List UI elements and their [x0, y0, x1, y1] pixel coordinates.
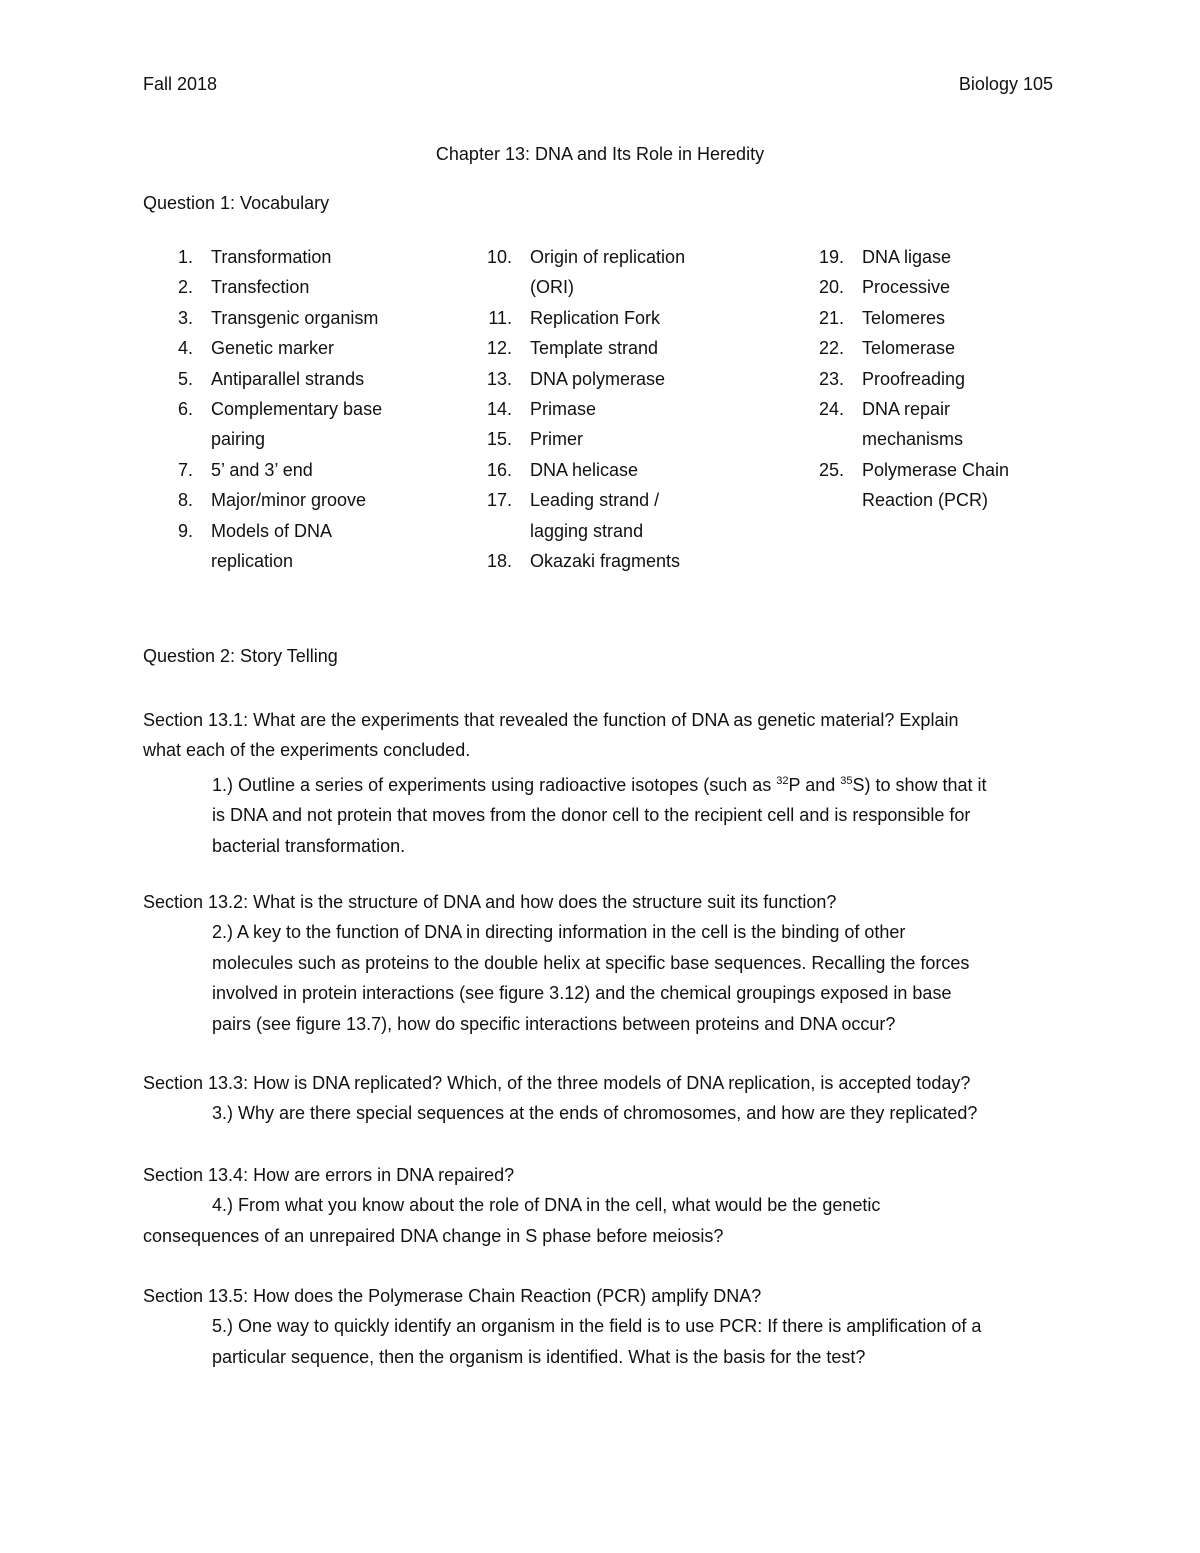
vocab-item — [143, 272, 382, 302]
question-1-heading: Question 1: Vocabulary — [143, 193, 330, 213]
vocab-term-line: (ORI) — [530, 277, 574, 298]
vocab-term-line: Models of DNA — [211, 520, 333, 541]
header-course: Biology 105 — [958, 74, 1053, 94]
vocab-item-term — [862, 455, 1009, 516]
vocab-item-number: 5. — [177, 368, 193, 389]
vocab-item-number: 25. — [818, 459, 844, 480]
vocab-item-term — [211, 242, 382, 272]
vocab-item-number: 7. — [177, 459, 193, 480]
question-3-line-1: 3.) Why are there special sequences at the ends of chromosomes, and how are they replicated? — [212, 1103, 978, 1124]
vocab-item-number: 14. — [486, 399, 512, 420]
vocab-item-number: 1. — [177, 247, 193, 267]
vocab-item — [462, 333, 685, 363]
vocab-term-line: Primase — [530, 399, 597, 420]
vocab-item-number: 18. — [486, 551, 512, 572]
vocab-item-number: 13. — [486, 368, 512, 389]
question-5-text — [143, 1311, 1063, 1372]
question-2-line-4: pairs (see figure 13.7), how do specific interactions between proteins and DNA occur? — [212, 1013, 896, 1034]
vocab-item-term — [530, 364, 685, 394]
vocab-item — [143, 333, 382, 363]
vocab-item-term — [862, 242, 1009, 272]
section-13-1-prompt-line-1: Section 13.1: What are the experiments that revealed the function of DNA as genetic material? Explain — [143, 710, 959, 730]
section-13-3-prompt: Section 13.3: How is DNA replicated? Which, of the three models of DNA replication, is accepted today? — [143, 1073, 971, 1093]
section-13-2 — [143, 887, 1063, 1039]
section-13-3 — [143, 1068, 1063, 1129]
vocab-item-term — [530, 394, 685, 424]
vocab-term-line: DNA repair — [862, 399, 951, 420]
vocab-item — [794, 272, 1009, 302]
vocab-item-term — [862, 364, 1009, 394]
question-1-line-3: bacterial transformation. — [212, 835, 406, 856]
question-2-line-3: involved in protein interactions (see figure 3.12) and the chemical groupings exposed in base — [212, 983, 952, 1004]
vocab-item-term — [862, 303, 1009, 333]
vocab-item-term — [530, 485, 685, 546]
vocab-term-line: Template strand — [530, 338, 659, 359]
question-4-line-2: consequences of an unrepaired DNA change in S phase before meiosis? — [143, 1225, 724, 1246]
vocab-term-line: 5’ and 3’ end — [211, 459, 313, 480]
vocab-term-line: Reaction (PCR) — [862, 490, 989, 511]
vocab-item — [462, 394, 685, 424]
vocab-item-term — [211, 272, 382, 302]
vocab-item-number: 6. — [177, 399, 193, 420]
vocab-item — [794, 303, 1009, 333]
question-5-line-1: 5.) One way to quickly identify an organism in the field is to use PCR: If there is amplification of a — [212, 1316, 982, 1337]
vocab-term-line: Leading strand / — [530, 490, 660, 511]
vocab-item — [143, 394, 382, 455]
vocab-term-line: Transgenic organism — [211, 307, 379, 328]
vocab-item-number: 12. — [486, 338, 512, 359]
vocab-item-number: 9. — [177, 520, 193, 541]
vocab-item — [143, 242, 382, 272]
vocab-term-line: Polymerase Chain — [862, 459, 1010, 480]
vocab-term-line: Okazaki fragments — [530, 551, 681, 572]
vocab-column-1 — [143, 242, 382, 576]
question-2-line-2: molecules such as proteins to the double helix at specific base sequences. Recalling the forces — [212, 952, 970, 973]
question-5-line-2: particular sequence, then the organism is identified. What is the basis for the test? — [212, 1346, 866, 1367]
question-2-line-1: 2.) A key to the function of DNA in directing information in the cell is the binding of other — [212, 922, 906, 943]
vocab-term-line: Processive — [862, 277, 951, 298]
vocab-column-2 — [462, 242, 685, 576]
vocab-item-number: 17. — [486, 490, 512, 511]
vocab-item-term — [211, 394, 382, 455]
vocab-term-line: lagging strand — [530, 520, 644, 541]
vocab-item-term — [862, 333, 1009, 363]
vocab-item — [794, 333, 1009, 363]
vocab-term-line: DNA helicase — [530, 459, 639, 480]
vocab-item — [794, 394, 1009, 455]
vocab-item-term — [862, 394, 1009, 455]
vocab-item-number: 4. — [177, 338, 193, 359]
vocab-item — [462, 364, 685, 394]
vocab-term-line: Replication Fork — [530, 307, 661, 328]
vocab-item — [462, 546, 685, 576]
vocab-item-number: 19. — [818, 247, 844, 267]
vocab-item-number: 10. — [486, 247, 512, 267]
vocab-item — [794, 455, 1009, 516]
vocab-item-term — [530, 242, 685, 303]
question-4-line-1: 4.) From what you know about the role of DNA in the cell, what would be the genetic — [212, 1195, 881, 1216]
question-4-text — [143, 1190, 1063, 1220]
vocab-item — [794, 242, 1009, 272]
vocab-item-number: 8. — [177, 490, 193, 511]
vocab-item-term — [211, 516, 382, 577]
question-1-line-2: is DNA and not protein that moves from the donor cell to the recipient cell and is responsible for — [212, 805, 971, 826]
vocab-item-term — [211, 333, 382, 363]
vocab-item-term — [862, 272, 1009, 302]
vocab-item-number: 21. — [818, 307, 844, 328]
vocab-column-3 — [794, 242, 1009, 516]
vocab-term-line: Transformation — [211, 247, 332, 267]
vocab-term-line: Major/minor groove — [211, 490, 367, 511]
vocab-term-line: Complementary base — [211, 399, 383, 420]
question-3-text — [143, 1098, 1063, 1128]
vocab-item — [462, 424, 685, 454]
vocab-item-number: 23. — [818, 368, 844, 389]
vocab-item — [462, 303, 685, 333]
header-semester: Fall 2018 — [143, 74, 218, 94]
vocab-item — [462, 242, 685, 303]
vocab-item — [462, 455, 685, 485]
vocab-term-line: Telomeres — [862, 307, 946, 328]
vocab-item-term — [530, 455, 685, 485]
question-1-line-1: 1.) Outline a series of experiments using radioactive isotopes (such as $^{32}$P and $^{35}$S) to show that it — [212, 774, 987, 795]
vocab-item-number: 15. — [486, 429, 512, 450]
vocab-term-line: Transfection — [211, 277, 310, 298]
vocab-item-term — [211, 303, 382, 333]
vocab-term-line: Telomerase — [862, 338, 956, 359]
section-13-2-prompt: Section 13.2: What is the structure of DNA and how does the structure suit its function? — [143, 892, 837, 912]
vocab-item — [462, 485, 685, 546]
vocab-item — [143, 303, 382, 333]
page-title: Chapter 13: DNA and Its Role in Heredity — [435, 144, 765, 164]
section-13-5 — [143, 1281, 1063, 1372]
vocab-item-term — [530, 333, 685, 363]
vocab-item — [143, 485, 382, 515]
section-13-5-prompt: Section 13.5: How does the Polymerase Chain Reaction (PCR) amplify DNA? — [143, 1286, 762, 1306]
vocab-item-term — [530, 303, 685, 333]
section-13-4 — [143, 1160, 1063, 1251]
vocab-item-number: 22. — [818, 338, 844, 359]
vocab-term-line: Proofreading — [862, 368, 966, 389]
vocab-item-term — [530, 546, 685, 576]
vocab-item-term — [211, 485, 382, 515]
vocab-term-line: DNA polymerase — [530, 368, 666, 389]
vocab-term-line: Antiparallel strands — [211, 368, 365, 389]
vocab-item-term — [211, 455, 382, 485]
vocab-item-number: 3. — [177, 307, 193, 328]
vocab-item-term — [211, 364, 382, 394]
vocab-term-line: Primer — [530, 429, 583, 450]
vocab-item — [794, 364, 1009, 394]
vocab-term-line: Genetic marker — [211, 338, 335, 359]
vocab-item-term — [530, 424, 685, 454]
vocab-item — [143, 455, 382, 485]
vocab-item-number: 16. — [486, 459, 512, 480]
vocab-term-line: mechanisms — [862, 429, 964, 450]
vocab-term-line: DNA ligase — [862, 247, 952, 267]
vocab-item — [143, 364, 382, 394]
vocab-term-line: replication — [211, 551, 294, 572]
vocab-item-number: 24. — [818, 399, 844, 420]
vocab-term-line: pairing — [211, 429, 266, 450]
question-2-heading: Question 2: Story Telling — [143, 646, 338, 666]
vocab-item-number: 11. — [488, 307, 512, 328]
question-2-text — [143, 917, 1063, 1039]
section-13-1-prompt-line-2: what each of the experiments concluded. — [143, 740, 471, 761]
section-13-4-prompt: Section 13.4: How are errors in DNA repaired? — [143, 1165, 515, 1185]
question-1-text — [143, 766, 1063, 861]
section-13-1 — [143, 705, 1063, 861]
vocab-term-line: Origin of replication — [530, 247, 686, 267]
vocab-item-number: 2. — [177, 277, 193, 298]
vocab-item-number: 20. — [818, 277, 844, 298]
vocab-item — [143, 516, 382, 577]
